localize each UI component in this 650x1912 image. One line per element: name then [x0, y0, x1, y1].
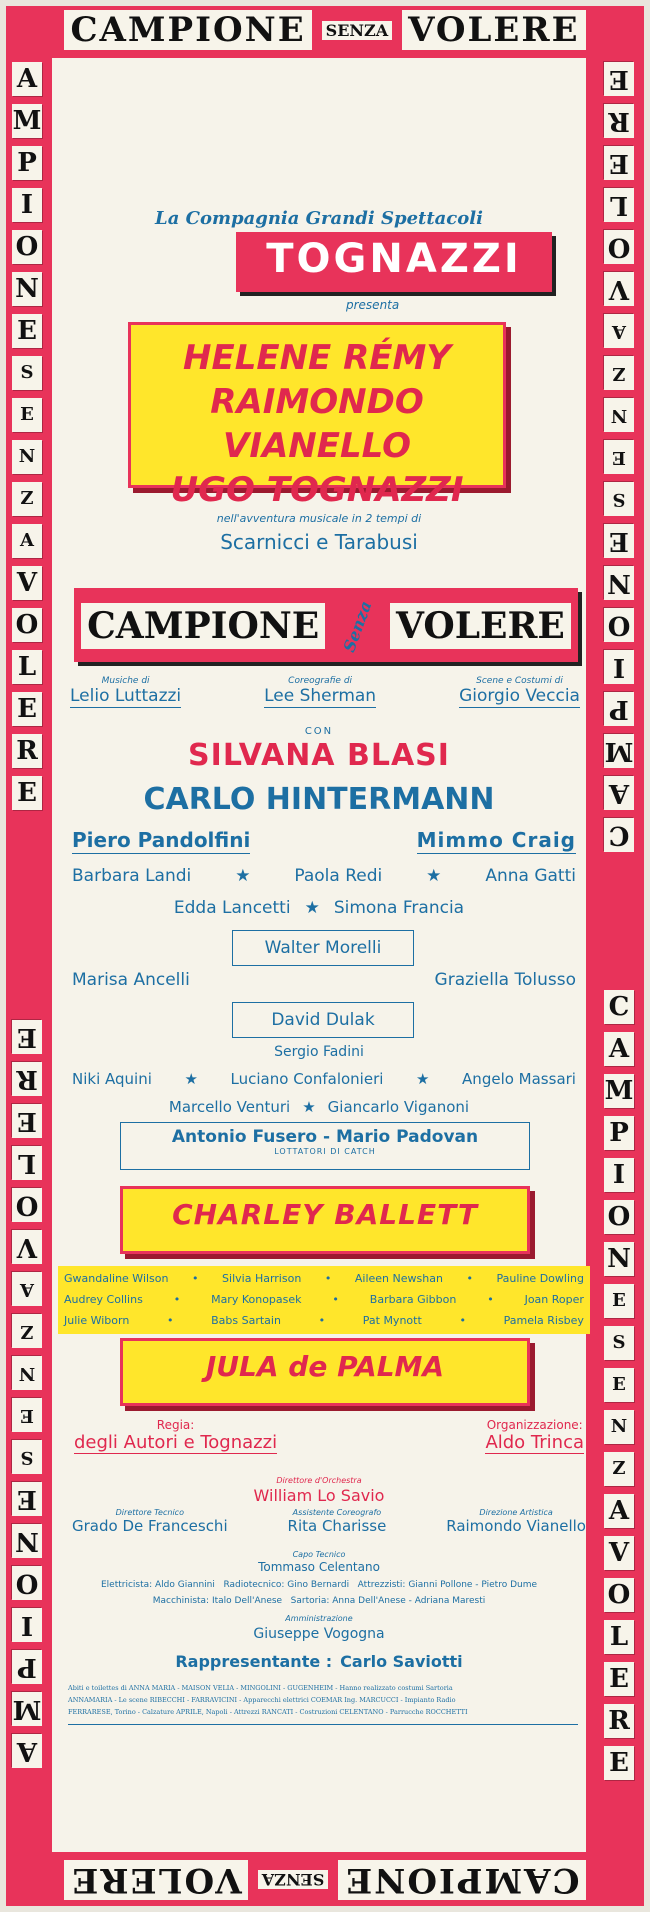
frame-letter: A [12, 1734, 42, 1768]
frame-letter: A [604, 776, 634, 810]
tech-name: Grado De Franceschi [72, 1517, 228, 1535]
frame-letter: E [12, 1020, 42, 1054]
frame-letter: I [12, 1608, 42, 1642]
frame-word-senza: SENZA [322, 21, 392, 40]
credit-music [70, 676, 181, 708]
frame-letter: E [604, 1662, 634, 1696]
orch-name: William Lo Savio [253, 1486, 385, 1505]
cast-name: Edda Lancetti [173, 898, 291, 918]
frame-letter: V [604, 272, 634, 306]
frame-letter: S [12, 1440, 42, 1474]
cast-name: Marcello Venturi [168, 1098, 291, 1116]
credits-row [70, 676, 580, 708]
presenta-label: presenta [346, 298, 400, 312]
tech-name: Rita Charisse [287, 1517, 387, 1535]
direction-row [74, 1418, 584, 1454]
footer-line: ANNAMARIA - Le scene RIBECCHI - FARRAVICINI - Apparecchi elettrici COEMAR Ing. MARCUCCI - Impianto Radio [68, 1696, 456, 1704]
frame-word-campione: CAMPIONE [338, 1860, 585, 1900]
dancers-row: Audrey Collins • Mary Konopasek • Barbara Gibbon • Joan Roper [64, 1289, 584, 1310]
tech-role: Direttore Tecnico [115, 1508, 184, 1517]
frame-letter: C [604, 818, 634, 852]
frame-letter: P [12, 146, 42, 180]
star-separator-icon: ★ [426, 866, 442, 886]
david-dulak-box: David Dulak [232, 1002, 414, 1038]
tech-role: Direzione Artistica [479, 1508, 553, 1517]
cast-name: Anna Gatti [485, 866, 576, 886]
pair-row [72, 828, 576, 854]
frame-letter: O [12, 1188, 42, 1222]
dancers-box [58, 1266, 590, 1334]
credit-role: Scene e Costumi di [476, 676, 563, 686]
rep-label: Rappresentante : [175, 1652, 333, 1671]
pair-right: Mimmo Craig [416, 828, 576, 852]
pair-left: Piero Pandolfini [72, 828, 251, 852]
tech-row [72, 1508, 586, 1535]
singer-name: JULA de PALMA [205, 1350, 445, 1383]
lead-1: SILVANA BLASI [188, 738, 450, 773]
frame-letter: C [604, 990, 634, 1024]
capo-name: Tommaso Celentano [258, 1560, 380, 1574]
credit-name: Lelio Luttazzi [70, 686, 182, 706]
frame-letter: O [12, 608, 42, 642]
cast-row-5 [72, 1070, 576, 1088]
crew-line-1: Elettricista: Aldo Giannini Radiotecnico: Gino Bernardi Attrezzisti: Gianni Pollone - Pietro Dume [100, 1580, 538, 1590]
dancers-row: Gwandaline Wilson • Silvia Harrison • Aileen Newshan • Pauline Dowling [64, 1268, 584, 1289]
footer-line: FERRARESE, Torino - Calzature APRILE, Napoli - Attrezzi RANCATI - Costruzioni CELENTANO - Parrucche ROCCHETTI [68, 1708, 468, 1716]
cast-name: Luciano Confalonieri [230, 1070, 384, 1088]
frame-letter: N [12, 1356, 42, 1390]
frame-letter: N [12, 1524, 42, 1558]
regia-value: degli Autori e Tognazzi [74, 1432, 278, 1453]
frame-letter: N [12, 272, 42, 306]
show-title-left: CAMPIONE [81, 603, 325, 649]
frame-letter: A [12, 524, 42, 558]
show-title [74, 596, 578, 656]
authors: Scarnicci e Tarabusi [220, 530, 418, 554]
ballet-title: CHARLEY BALLETT [172, 1198, 478, 1231]
frame-letter: E [12, 314, 42, 348]
company-name: TOGNAZZI [266, 236, 522, 282]
frame-word-volere: VOLERE [64, 1860, 247, 1900]
credit-role: Musiche di [101, 676, 150, 686]
dancer-name: Pat Mynott [362, 1314, 422, 1327]
frame-letter: O [604, 608, 634, 642]
frame-letter: O [12, 230, 42, 264]
admin-name: Giuseppe Vogogna [253, 1626, 385, 1642]
frame-letter: N [604, 566, 634, 600]
stars-list [128, 336, 506, 512]
frame-letter: E [12, 398, 42, 432]
frame-letter: I [604, 1158, 634, 1192]
dancer-name: Barbara Gibbon [369, 1293, 457, 1306]
cast-name: Barbara Landi [72, 866, 192, 886]
credit-choreo [264, 676, 376, 708]
tech-role: Assistente Coreografo [292, 1508, 382, 1517]
footer-rule [68, 1724, 578, 1725]
cast-name: Marisa Ancelli [72, 970, 190, 990]
credit-name: Lee Sherman [264, 686, 377, 706]
frame-letter: R [12, 734, 42, 768]
frame-letter: E [604, 1368, 634, 1402]
frame-letter: A [12, 1272, 42, 1306]
frame-letter: A [604, 1494, 634, 1528]
adventure-line: nell'avventura musicale in 2 tempi di [216, 512, 422, 525]
frame-letter: L [12, 650, 42, 684]
wrestlers-box [120, 1122, 530, 1170]
frame-letter: E [12, 1482, 42, 1516]
frame-letter: V [12, 1230, 42, 1264]
frame-word-volere: VOLERE [402, 10, 585, 50]
cast-name: Niki Aquini [72, 1070, 152, 1088]
credit-role: Coreografie di [288, 676, 353, 686]
dancer-name: Babs Sartain [211, 1314, 281, 1327]
con-label: CON [304, 726, 334, 737]
frame-letter: P [12, 1650, 42, 1684]
frame-word-campione: CAMPIONE [64, 10, 311, 50]
frame-letter: O [604, 230, 634, 264]
star-separator-icon: ★ [184, 1070, 198, 1088]
dancer-name: Gwandaline Wilson [64, 1272, 169, 1285]
frame-letter: S [604, 482, 634, 516]
frame-bottom-title [14, 1858, 636, 1902]
dancer-name: Julie Wiborn [64, 1314, 130, 1327]
star-separator-icon: ★ [235, 866, 251, 886]
frame-letter: A [604, 1032, 634, 1066]
frame-letter: M [604, 1076, 634, 1106]
lead-2: CARLO HINTERMANN [143, 782, 495, 817]
frame-letter: O [604, 1578, 634, 1612]
dancer-name: Joan Roper [524, 1293, 584, 1306]
frame-letter: Z [12, 1314, 42, 1348]
star-name: RAIMONDO VIANELLO [210, 382, 424, 466]
frame-letter: P [604, 692, 634, 726]
wrestlers-names: Antonio Fusero - Mario Padovan [171, 1127, 479, 1147]
frame-letter: N [12, 440, 42, 474]
cast-row-2 [52, 898, 586, 918]
org-value: Aldo Trinca [485, 1432, 584, 1453]
frame-letter: L [604, 1620, 634, 1654]
rep-name: Carlo Saviotti [340, 1652, 463, 1671]
admin-label: Amministrazione [285, 1614, 353, 1623]
frame-letter: E [604, 62, 634, 96]
star-name: HELENE RÉMY [183, 338, 451, 378]
frame-top-title [14, 8, 636, 52]
frame-letter: M [604, 736, 634, 766]
frame-letter: Z [12, 482, 42, 516]
frame-letter: I [12, 188, 42, 222]
orch-label: Direttore d'Orchestra [276, 1476, 362, 1485]
frame-letter: N [604, 1410, 634, 1444]
frame-letter: E [604, 524, 634, 558]
frame-letter: Z [604, 1452, 634, 1486]
tech-name: Raimondo Vianello [446, 1517, 586, 1535]
cast-name: Paola Redi [294, 866, 383, 886]
walter-morelli-box: Walter Morelli [232, 930, 414, 966]
star-name: UGO TOGNAZZI [170, 470, 464, 510]
frame-letter: R [604, 1704, 634, 1738]
frame-letter: E [12, 1398, 42, 1432]
cast-row-6 [52, 1098, 586, 1116]
rep-line [52, 1652, 586, 1671]
crew-line-2: Macchinista: Italo Dell'Anese Sartoria: Anna Dell'Anese - Adriana Maresti [152, 1596, 486, 1606]
frame-letter: E [12, 1104, 42, 1138]
capo-label: Capo Tecnico [292, 1550, 346, 1559]
dancer-name: Mary Konopasek [211, 1293, 302, 1306]
frame-letter: O [604, 1200, 634, 1234]
credit-scene [459, 676, 580, 708]
frame-letter: N [604, 1242, 634, 1276]
frame-letter: E [604, 1746, 634, 1780]
show-title-mid: Senza [339, 597, 376, 655]
frame-letter: L [604, 188, 634, 222]
tech-block [72, 1508, 228, 1535]
frame-letter: P [604, 1116, 634, 1150]
dancer-name: Pauline Dowling [496, 1272, 584, 1285]
cast-name: Giancarlo Viganoni [327, 1098, 470, 1116]
frame-letter: Z [604, 356, 634, 390]
dancer-name: Silvia Harrison [222, 1272, 302, 1285]
frame-letter: V [12, 566, 42, 600]
cast-row-3 [72, 970, 576, 990]
dancers-row: Julie Wiborn • Babs Sartain • Pat Mynott • Pamela Risbey [64, 1310, 584, 1331]
frame-letter: N [604, 398, 634, 432]
credit-name: Giorgio Veccia [459, 686, 580, 706]
frame-letter: A [604, 314, 634, 348]
dancer-name: Audrey Collins [64, 1293, 143, 1306]
frame-letter: O [12, 1566, 42, 1600]
star-separator-icon: ★ [304, 898, 320, 918]
regia-block [74, 1418, 277, 1454]
cast-row-1 [72, 866, 576, 886]
regia-label: Regia: [156, 1418, 195, 1432]
cast-row-4: Sergio Fadini [274, 1044, 364, 1060]
org-label: Organizzazione: [486, 1418, 583, 1432]
star-separator-icon: ★ [416, 1070, 430, 1088]
frame-letter: A [12, 62, 42, 96]
frame-letter: E [12, 776, 42, 810]
tech-block [288, 1508, 387, 1535]
dancer-name: Aileen Newshan [354, 1272, 443, 1285]
tech-block [446, 1508, 586, 1535]
star-separator-icon: ★ [302, 1098, 316, 1116]
dancer-name: Pamela Risbey [503, 1314, 584, 1327]
frame-letter: I [604, 650, 634, 684]
frame-letter: L [12, 1146, 42, 1180]
frame-letter: E [12, 692, 42, 726]
frame-letter: M [12, 106, 42, 136]
show-title-right: VOLERE [390, 603, 571, 649]
frame-letter: R [12, 1062, 42, 1096]
frame-letter: S [604, 1326, 634, 1360]
footer-line: Abiti e toilettes di ANNA MARIA - MAISON VELIA - MINGOLINI - GUGENHEIM - Hanno realizzato costumi Sartoria [68, 1684, 453, 1692]
frame-letter: S [12, 356, 42, 390]
frame-letter: R [604, 104, 634, 138]
cast-name: Simona Francia [333, 898, 465, 918]
company-line: La Compagnia Grandi Spettacoli [155, 208, 483, 229]
frame-letter: E [604, 146, 634, 180]
frame-letter: E [604, 1284, 634, 1318]
frame-letter: M [12, 1694, 42, 1724]
frame-letter: E [604, 440, 634, 474]
cast-name: Graziella Tolusso [434, 970, 576, 990]
frame-letter: V [604, 1536, 634, 1570]
footer-block [68, 1682, 582, 1718]
cast-name: Angelo Massari [462, 1070, 576, 1088]
frame-word-senza: SENZA [258, 1871, 328, 1890]
wrestlers-sub: LOTTATORI DI CATCH [274, 1147, 376, 1156]
org-block [485, 1418, 584, 1454]
